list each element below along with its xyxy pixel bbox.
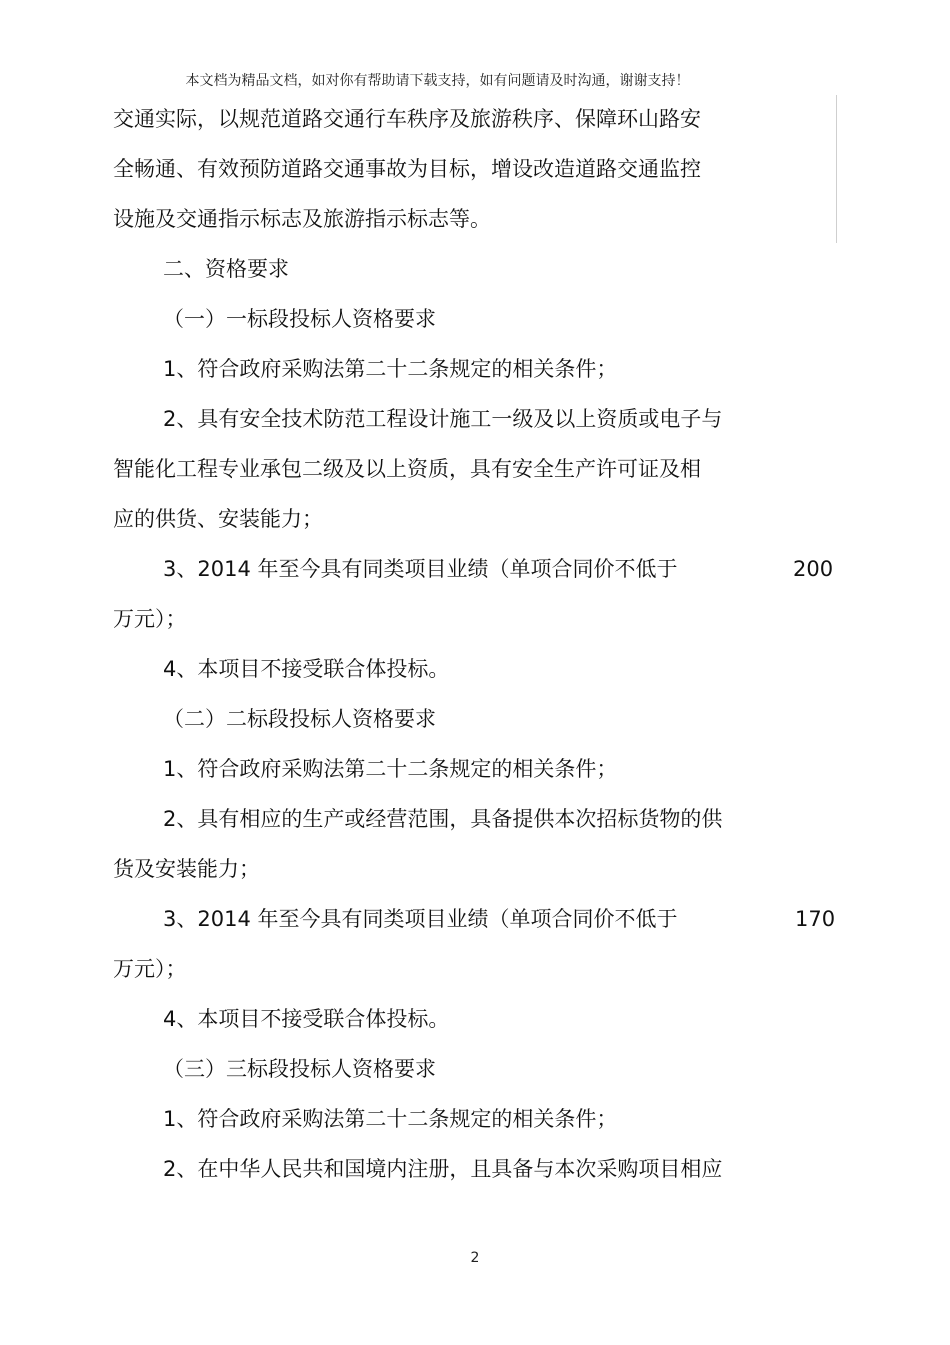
page-header-notice: 本文档为精品文档，如对你有帮助请下载支持，如有问题请及时沟通，谢谢支持！ xyxy=(185,73,690,89)
subsection-heading: （三）三标段投标人资格要求 xyxy=(163,1057,436,1081)
body-line: 2、在中华人民共和国境内注册，且具备与本次采购项目相应 xyxy=(163,1157,723,1181)
amount-value: 170 xyxy=(795,907,836,931)
margin-rule xyxy=(836,95,837,243)
body-line: 2、具有相应的生产或经营范围，具备提供本次招标货物的供 xyxy=(163,807,723,831)
body-line: 万元）； xyxy=(113,957,187,981)
body-line: 2、具有安全技术防范工程设计施工一级及以上资质或电子与 xyxy=(163,407,723,431)
body-line: 全畅通、有效预防道路交通事故为目标，增设改造道路交通监控 xyxy=(113,157,701,181)
body-line: 应的供货、安装能力； xyxy=(113,507,323,531)
body-line: 4、本项目不接受联合体投标。 xyxy=(163,657,450,681)
subsection-heading: （二）二标段投标人资格要求 xyxy=(163,707,436,731)
body-line: 3、2014 年至今具有同类项目业绩（单项合同价不低于 xyxy=(163,907,678,931)
body-line: 4、本项目不接受联合体投标。 xyxy=(163,1007,450,1031)
body-line: 智能化工程专业承包二级及以上资质，具有安全生产许可证及相 xyxy=(113,457,701,481)
amount-value: 200 xyxy=(793,557,834,581)
section-heading: 二、资格要求 xyxy=(163,257,289,281)
body-line: 1、符合政府采购法第二十二条规定的相关条件； xyxy=(163,1107,618,1131)
body-line: 设施及交通指示标志及旅游指示标志等。 xyxy=(113,207,491,231)
body-line: 3、2014 年至今具有同类项目业绩（单项合同价不低于 xyxy=(163,557,678,581)
body-line: 1、符合政府采购法第二十二条规定的相关条件； xyxy=(163,757,618,781)
body-line: 万元）； xyxy=(113,607,187,631)
body-line: 货及安装能力； xyxy=(113,857,260,881)
body-line: 1、符合政府采购法第二十二条规定的相关条件； xyxy=(163,357,618,381)
subsection-heading: （一）一标段投标人资格要求 xyxy=(163,307,436,331)
page-number: 2 xyxy=(470,1250,480,1266)
body-line: 交通实际，以规范道路交通行车秩序及旅游秩序、保障环山路安 xyxy=(113,107,701,131)
